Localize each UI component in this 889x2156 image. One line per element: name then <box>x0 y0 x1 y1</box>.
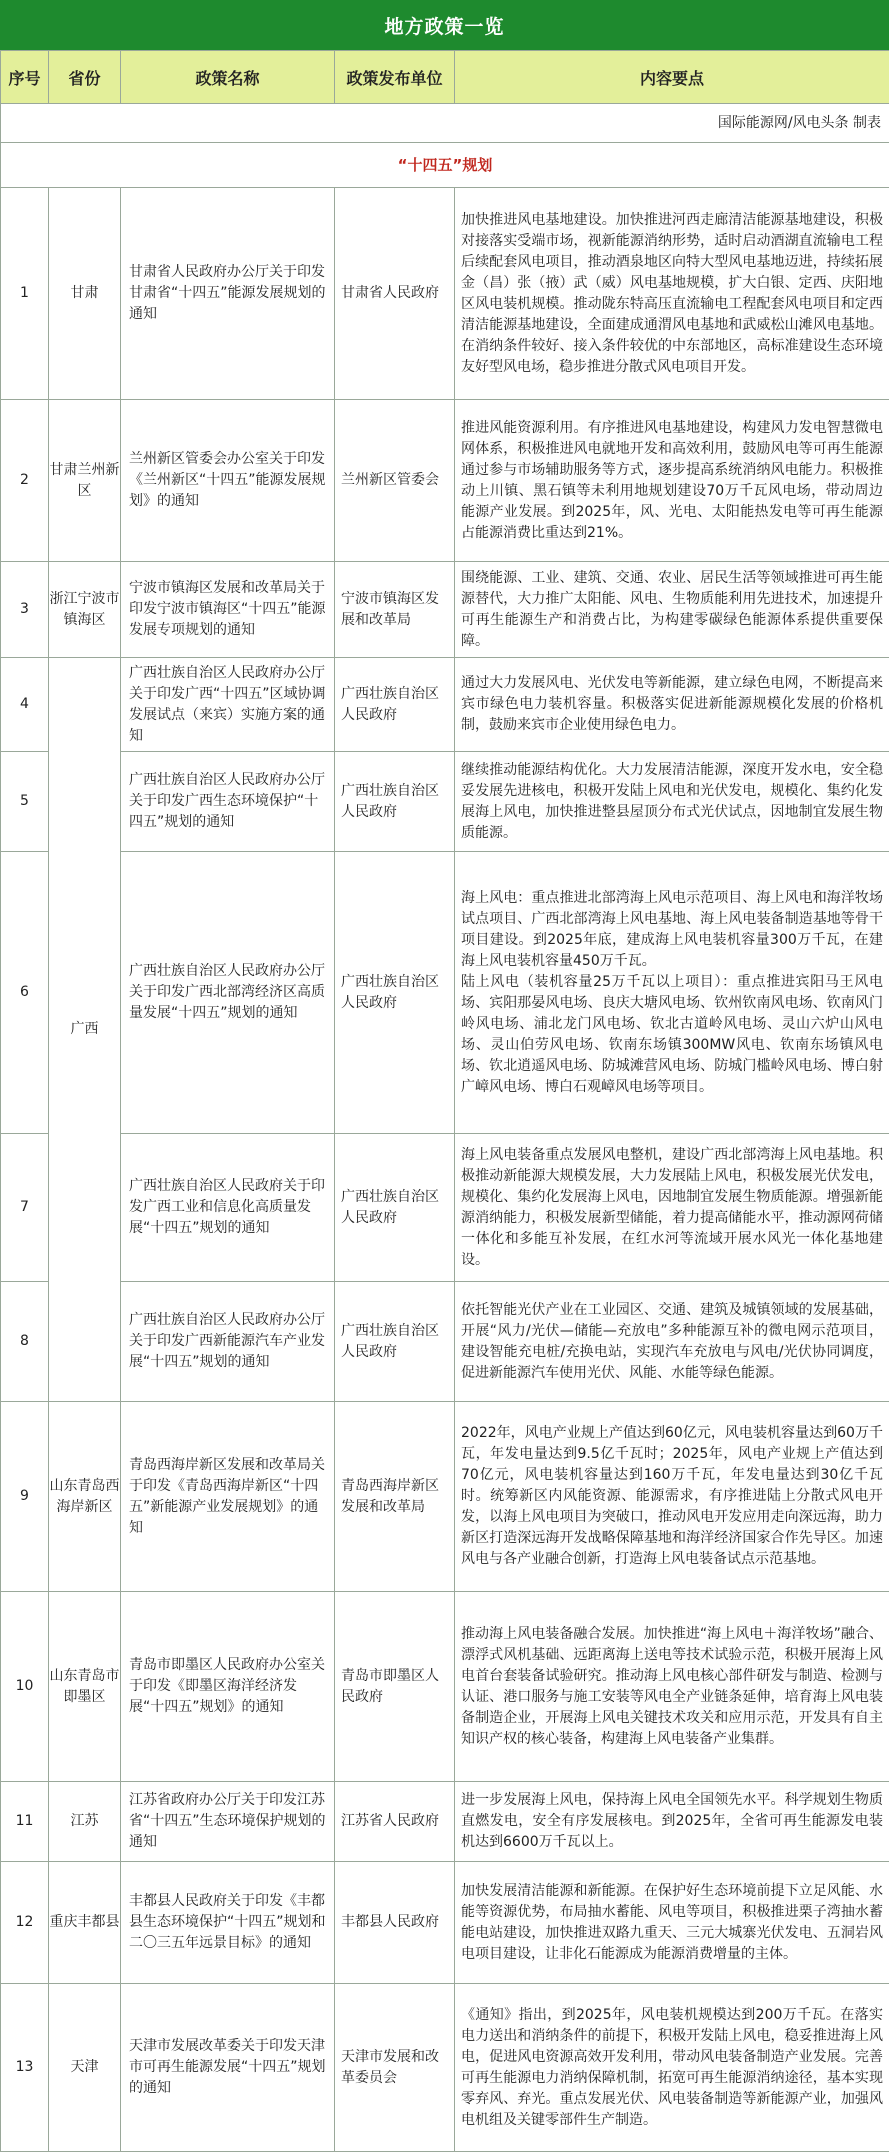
row-no: 9 <box>1 1402 49 1592</box>
row-no: 4 <box>1 658 49 752</box>
source-note-row <box>1 104 889 143</box>
row-content: 2022年，风电产业规上产值达到60亿元，风电装机容量达到60万千瓦，年发电量达到9.5亿千瓦时；2025年，风电产业规上产值达到70亿元，风电装机容量达到160万千瓦，年发电量达到30亿千瓦时。统筹新区内风能资源、能源需求，有序推进陆上分散式风电开发，以海上风电项目为突破口，推动风电开发应用走向深远海，助力新区打造深远海开发战略保障基地和海洋经济国家合作先导区。加速风电与各产业融合创新，打造海上风电装备试点示范基地。 <box>455 1402 889 1592</box>
row-no: 7 <box>1 1134 49 1282</box>
row-policy-name: 广西壮族自治区人民政府办公厅关于印发广西新能源汽车产业发展“十四五”规划的通知 <box>121 1282 335 1402</box>
section-row <box>1 143 889 188</box>
row-content: 海上风电：重点推进北部湾海上风电示范项目、海上风电和海洋牧场试点项目、广西北部湾海上风电基地、海上风电装备制造基地等骨干项目建设。到2025年底，建成海上风电装机容量300万千瓦，在建海上风电装机容量450万千瓦。 陆上风电（装机容量25万千瓦以上项目）：重点推进宾阳马王风电场、宾阳那晏风电场、良庆大塘风电场、钦州钦南风电场、钦南风门岭风电场、浦北龙门风电场、钦北古道岭风电场、灵山六炉山风电场、灵山伯劳风电场、钦南东场镇300MW风电、钦南东场镇风电场、钦北逍遥风电场、防城滩营风电场、防城门槛岭风电场、博白射广嶂风电场、博白石观嶂风电场等项目。 <box>455 852 889 1134</box>
col-header-no: 序号 <box>1 51 49 104</box>
row-policy-name: 天津市发展改革委关于印发天津市可再生能源发展“十四五”规划的通知 <box>121 1984 335 2152</box>
row-policy-name: 广西壮族自治区人民政府关于印发广西工业和信息化高质量发展“十四五”规划的通知 <box>121 1134 335 1282</box>
col-header-policy-name: 政策名称 <box>121 51 335 104</box>
row-content: 加快发展清洁能源和新能源。在保护好生态环境前提下立足风能、水能等资源优势，布局抽水蓄能、风电等项目，积极推进栗子湾抽水蓄能电站建设，加快推进双路九重天、三元大城寨光伏发电、五洞岩风电项目建设，让非化石能源成为能源消费增量的主体。 <box>455 1862 889 1984</box>
section-title: “十四五”规划 <box>1 143 889 188</box>
row-policy-name: 甘肃省人民政府办公厅关于印发甘肃省“十四五”能源发展规划的通知 <box>121 188 335 400</box>
row-content: 加快推进风电基地建设。加快推进河西走廊清洁能源基地建设，积极对接落实受端市场，视新能源消纳形势，适时启动酒湖直流输电工程后续配套风电项目，推动酒泉地区向特大型风电基地迈进，持续拓展金（昌）张（掖）武（威）风电基地规模，扩大白银、定西、庆阳地区风电装机规模。推动陇东特高压直流输电工程配套风电项目和定西清洁能源基地建设，全面建成通渭风电基地和武威松山滩风电基地。在消纳条件较好、接入条件较优的中东部地区，高标准建设生态环境友好型风电场，稳步推进分散式风电项目开发。 <box>455 188 889 400</box>
row-policy-name: 广西壮族自治区人民政府办公厅关于印发广西北部湾经济区高质量发展“十四五”规划的通知 <box>121 852 335 1134</box>
table-row <box>1 1282 889 1402</box>
row-province: 甘肃兰州新区 <box>49 400 121 562</box>
row-policy-name: 青岛西海岸新区发展和改革局关于印发《青岛西海岸新区“十四五”新能源产业发展规划》的通知 <box>121 1402 335 1592</box>
table-row <box>1 1984 889 2152</box>
col-header-issuer: 政策发布单位 <box>335 51 455 104</box>
row-policy-name: 宁波市镇海区发展和改革局关于印发宁波市镇海区“十四五”能源发展专项规划的通知 <box>121 562 335 658</box>
row-content: 围绕能源、工业、建筑、交通、农业、居民生活等领域推进可再生能源替代，大力推广太阳能、风电、生物质能利用先进技术，加速提升可再生能源生产和消费占比，为构建零碳绿色能源体系提供重要保障。 <box>455 562 889 658</box>
table-header-row <box>1 51 889 104</box>
row-no: 13 <box>1 1984 49 2152</box>
row-no: 10 <box>1 1592 49 1782</box>
table-row <box>1 1592 889 1782</box>
row-issuer: 广西壮族自治区人民政府 <box>335 1134 455 1282</box>
row-province: 浙江宁波市镇海区 <box>49 562 121 658</box>
row-issuer: 天津市发展和改革委员会 <box>335 1984 455 2152</box>
row-policy-name: 江苏省政府办公厅关于印发江苏省“十四五”生态环境保护规划的通知 <box>121 1782 335 1862</box>
table-row <box>1 1134 889 1282</box>
row-no: 3 <box>1 562 49 658</box>
row-province: 山东青岛市即墨区 <box>49 1592 121 1782</box>
row-province: 江苏 <box>49 1782 121 1862</box>
table-row <box>1 562 889 658</box>
row-policy-name: 丰都县人民政府关于印发《丰都县生态环境保护“十四五”规划和二〇三五年远景目标》的通知 <box>121 1862 335 1984</box>
row-province: 山东青岛西海岸新区 <box>49 1402 121 1592</box>
row-province: 甘肃 <box>49 188 121 400</box>
table-row <box>1 1862 889 1984</box>
row-content: 依托智能光伏产业在工业园区、交通、建筑及城镇领域的发展基础，开展“风力/光伏—储能—充放电”多种能源互补的微电网示范项目，建设智能充电桩/充换电站，实现汽车充放电与风电/光伏协同调度，促进新能源汽车使用光伏、风能、水能等绿色能源。 <box>455 1282 889 1402</box>
table-row <box>1 1402 889 1592</box>
table-row <box>1 400 889 562</box>
row-policy-name: 广西壮族自治区人民政府办公厅关于印发广西“十四五”区域协调发展试点（来宾）实施方案的通知 <box>121 658 335 752</box>
policy-table <box>0 50 889 2152</box>
table-row <box>1 658 889 752</box>
row-no: 1 <box>1 188 49 400</box>
row-issuer: 甘肃省人民政府 <box>335 188 455 400</box>
row-content: 海上风电装备重点发展风电整机，建设广西北部湾海上风电基地。积极推动新能源大规模发展，大力发展陆上风电，积极发展光伏发电，规模化、集约化发展海上风电，因地制宜发展生物质能源。增强新能源消纳能力，积极发展新型储能，着力提高储能水平，推动源网荷储一体化和多能互补发展，在红水河等流域开展水风光一体化基地建设。 <box>455 1134 889 1282</box>
col-header-content: 内容要点 <box>455 51 889 104</box>
row-no: 8 <box>1 1282 49 1402</box>
table-row <box>1 1782 889 1862</box>
row-province: 天津 <box>49 1984 121 2152</box>
row-province: 重庆丰都县 <box>49 1862 121 1984</box>
row-issuer: 青岛西海岸新区发展和改革局 <box>335 1402 455 1592</box>
row-no: 11 <box>1 1782 49 1862</box>
row-content: 继续推动能源结构优化。大力发展清洁能源，深度开发水电，安全稳妥发展先进核电，积极开发陆上风电和光伏发电，规模化、集约化发展海上风电，加快推进整县屋顶分布式光伏试点，因地制宜发展生物质能源。 <box>455 752 889 852</box>
row-policy-name: 广西壮族自治区人民政府办公厅关于印发广西生态环境保护“十四五”规划的通知 <box>121 752 335 852</box>
row-policy-name: 兰州新区管委会办公室关于印发《兰州新区“十四五”能源发展规划》的通知 <box>121 400 335 562</box>
table-row <box>1 188 889 400</box>
source-note: 国际能源网/风电头条 制表 <box>1 104 889 143</box>
row-issuer: 广西壮族自治区人民政府 <box>335 752 455 852</box>
row-issuer: 兰州新区管委会 <box>335 400 455 562</box>
table-row <box>1 752 889 852</box>
row-issuer: 广西壮族自治区人民政府 <box>335 852 455 1134</box>
row-no: 2 <box>1 400 49 562</box>
row-content: 推进风能资源利用。有序推进风电基地建设，构建风力发电智慧微电网体系，积极推进风电就地开发和高效利用，鼓励风电等可再生能源通过参与市场辅助服务等方式，逐步提高系统消纳风电能力。积极推动上川镇、黑石镇等未利用地规划建设70万千瓦风电场，带动周边能源产业发展。到2025年，风、光电、太阳能热发电等可再生能源占能源消费比重达到21%。 <box>455 400 889 562</box>
row-issuer: 广西壮族自治区人民政府 <box>335 658 455 752</box>
row-no: 12 <box>1 1862 49 1984</box>
table-row <box>1 852 889 1134</box>
row-content: 《通知》指出，到2025年，风电装机规模达到200万千瓦。在落实电力送出和消纳条件的前提下，积极开发陆上风电，稳妥推进海上风电，促进风电资源高效开发利用，带动风电装备制造产业发展。完善可再生能源电力消纳保障机制，拓宽可再生能源消纳途径，基本实现零弃风、弃光。重点发展光伏、风电装备制造等新能源产业，加强风电机组及关键零部件生产制造。 <box>455 1984 889 2152</box>
row-issuer: 江苏省人民政府 <box>335 1782 455 1862</box>
row-no: 6 <box>1 852 49 1134</box>
page-title: 地方政策一览 <box>0 0 889 50</box>
row-content: 进一步发展海上风电，保持海上风电全国领先水平。科学规划生物质直燃发电，安全有序发展核电。到2025年，全省可再生能源发电装机达到6600万千瓦以上。 <box>455 1782 889 1862</box>
col-header-province: 省份 <box>49 51 121 104</box>
row-no: 5 <box>1 752 49 852</box>
row-content: 推动海上风电装备融合发展。加快推进“海上风电＋海洋牧场”融合、漂浮式风机基础、远距离海上送电等技术试验示范，积极开展海上风电首台套装备试验研究。推动海上风电核心部件研发与制造、检测与认证、港口服务与施工安装等风电全产业链条延伸，培育海上风电装备制造企业，开展海上风电关键技术攻关和应用示范，开发具有自主知识产权的核心装备，构建海上风电装备产业集群。 <box>455 1592 889 1782</box>
row-issuer: 丰都县人民政府 <box>335 1862 455 1984</box>
row-content: 通过大力发展风电、光伏发电等新能源，建立绿色电网，不断提高来宾市绿色电力装机容量。积极落实促进新能源规模化发展的价格机制，鼓励来宾市企业使用绿色电力。 <box>455 658 889 752</box>
row-issuer: 广西壮族自治区人民政府 <box>335 1282 455 1402</box>
row-province: 广西 <box>49 658 121 1402</box>
row-policy-name: 青岛市即墨区人民政府办公室关于印发《即墨区海洋经济发展“十四五”规划》的通知 <box>121 1592 335 1782</box>
row-issuer: 宁波市镇海区发展和改革局 <box>335 562 455 658</box>
row-issuer: 青岛市即墨区人民政府 <box>335 1592 455 1782</box>
